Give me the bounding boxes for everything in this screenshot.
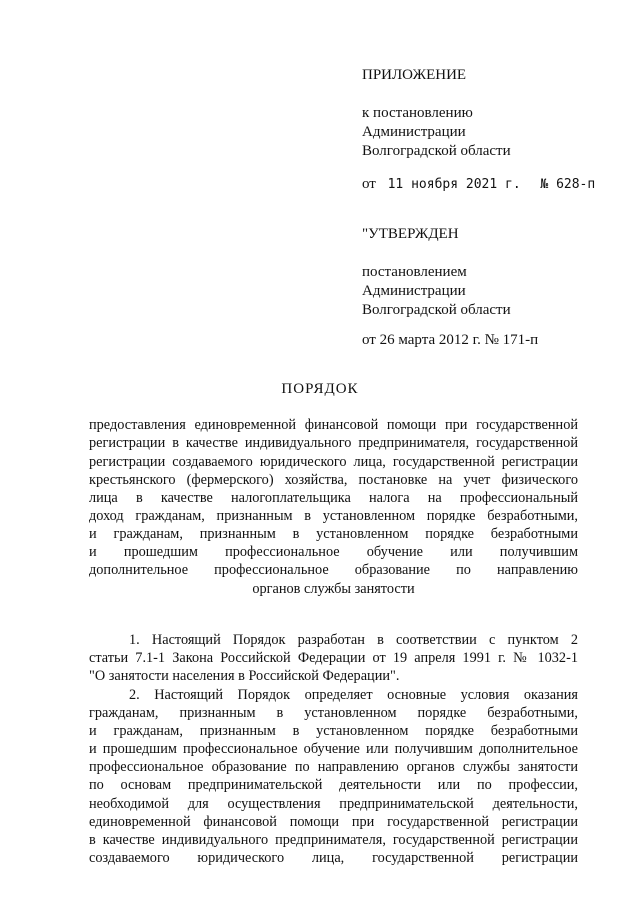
- resolution-date: 11 ноября 2021 г.: [387, 177, 521, 192]
- paragraph-2-line: и гражданам, признанным в установленном порядке безработными: [89, 723, 578, 739]
- paragraph-2-line: гражданам, признанным в установленном порядке безработными,: [89, 705, 578, 721]
- resolution-date-line: [362, 175, 595, 194]
- appendix-line: Волгоградской области: [362, 143, 511, 159]
- approved-line: Администрации: [362, 283, 466, 299]
- resolution-number: № 628-п: [540, 177, 596, 192]
- subtitle-line: регистрации в качестве индивидуального предпринимателя, государственной: [89, 435, 578, 451]
- subtitle-line: лица в качестве налогоплательщика налога на профессиональный: [89, 490, 578, 506]
- subtitle-line: предоставления единовременной финансовой помощи при государственной: [89, 417, 578, 433]
- paragraph-2-line: создаваемого юридического лица, государственной регистрации: [89, 850, 578, 866]
- approved-title: "УТВЕРЖДЕН: [362, 226, 459, 242]
- paragraph-2-line: необходимой для осуществления предпринимательской деятельности,: [89, 796, 578, 812]
- paragraph-2-line: профессиональное образование по направлению органов службы занятости: [89, 759, 578, 775]
- paragraph-2-line: единовременной финансовой помощи при государственной регистрации: [89, 814, 578, 830]
- paragraph-2-line: по основам предпринимательской деятельности или по профессии,: [89, 777, 578, 793]
- subtitle-line: и прошедшим профессиональное обучение или получившим: [89, 544, 578, 560]
- paragraph-1-line: статьи 7.1-1 Закона Российской Федерации от 19 апреля 1991 г. № 1032-1: [89, 650, 578, 666]
- subtitle-line: органов службы занятости: [252, 581, 415, 597]
- subtitle-line: и гражданам, признанным в установленном порядке безработными: [89, 526, 578, 542]
- appendix-block: [362, 66, 511, 161]
- paragraph-2-line: и прошедшим профессиональное обучение или получившим дополнительное: [89, 741, 578, 757]
- subtitle-line: доход гражданам, признанным в установленном порядке безработными,: [89, 508, 578, 524]
- approved-line: Волгоградской области: [362, 302, 511, 318]
- subtitle-line: дополнительное профессиональное образование по направлению: [89, 562, 578, 578]
- approved-block: [362, 225, 511, 320]
- document-title: ПОРЯДОК: [281, 381, 359, 397]
- paragraph-2-line: 2. Настоящий Порядок определяет основные условия оказания: [129, 687, 578, 703]
- paragraph-1-line: 1. Настоящий Порядок разработан в соответствии с пунктом 2: [129, 632, 578, 648]
- paragraph-1-line: "О занятости населения в Российской Федерации".: [89, 668, 400, 684]
- approved-line: постановлением: [362, 264, 467, 280]
- subtitle-line: регистрации создаваемого юридического лица, государственной регистрации: [89, 454, 578, 470]
- approved-date: от 26 марта 2012 г. № 171-п: [362, 332, 539, 348]
- paragraph-2-line: в качестве индивидуального предпринимателя, государственной регистрации: [89, 832, 578, 848]
- date-prefix: от: [362, 176, 376, 192]
- appendix-line: к постановлению: [362, 105, 473, 121]
- appendix-title: ПРИЛОЖЕНИЕ: [362, 67, 467, 83]
- approved-date-block: [362, 331, 538, 350]
- appendix-line: Администрации: [362, 124, 466, 140]
- subtitle-line: крестьянского (фермерского) хозяйства, постановке на учет физического: [89, 472, 578, 488]
